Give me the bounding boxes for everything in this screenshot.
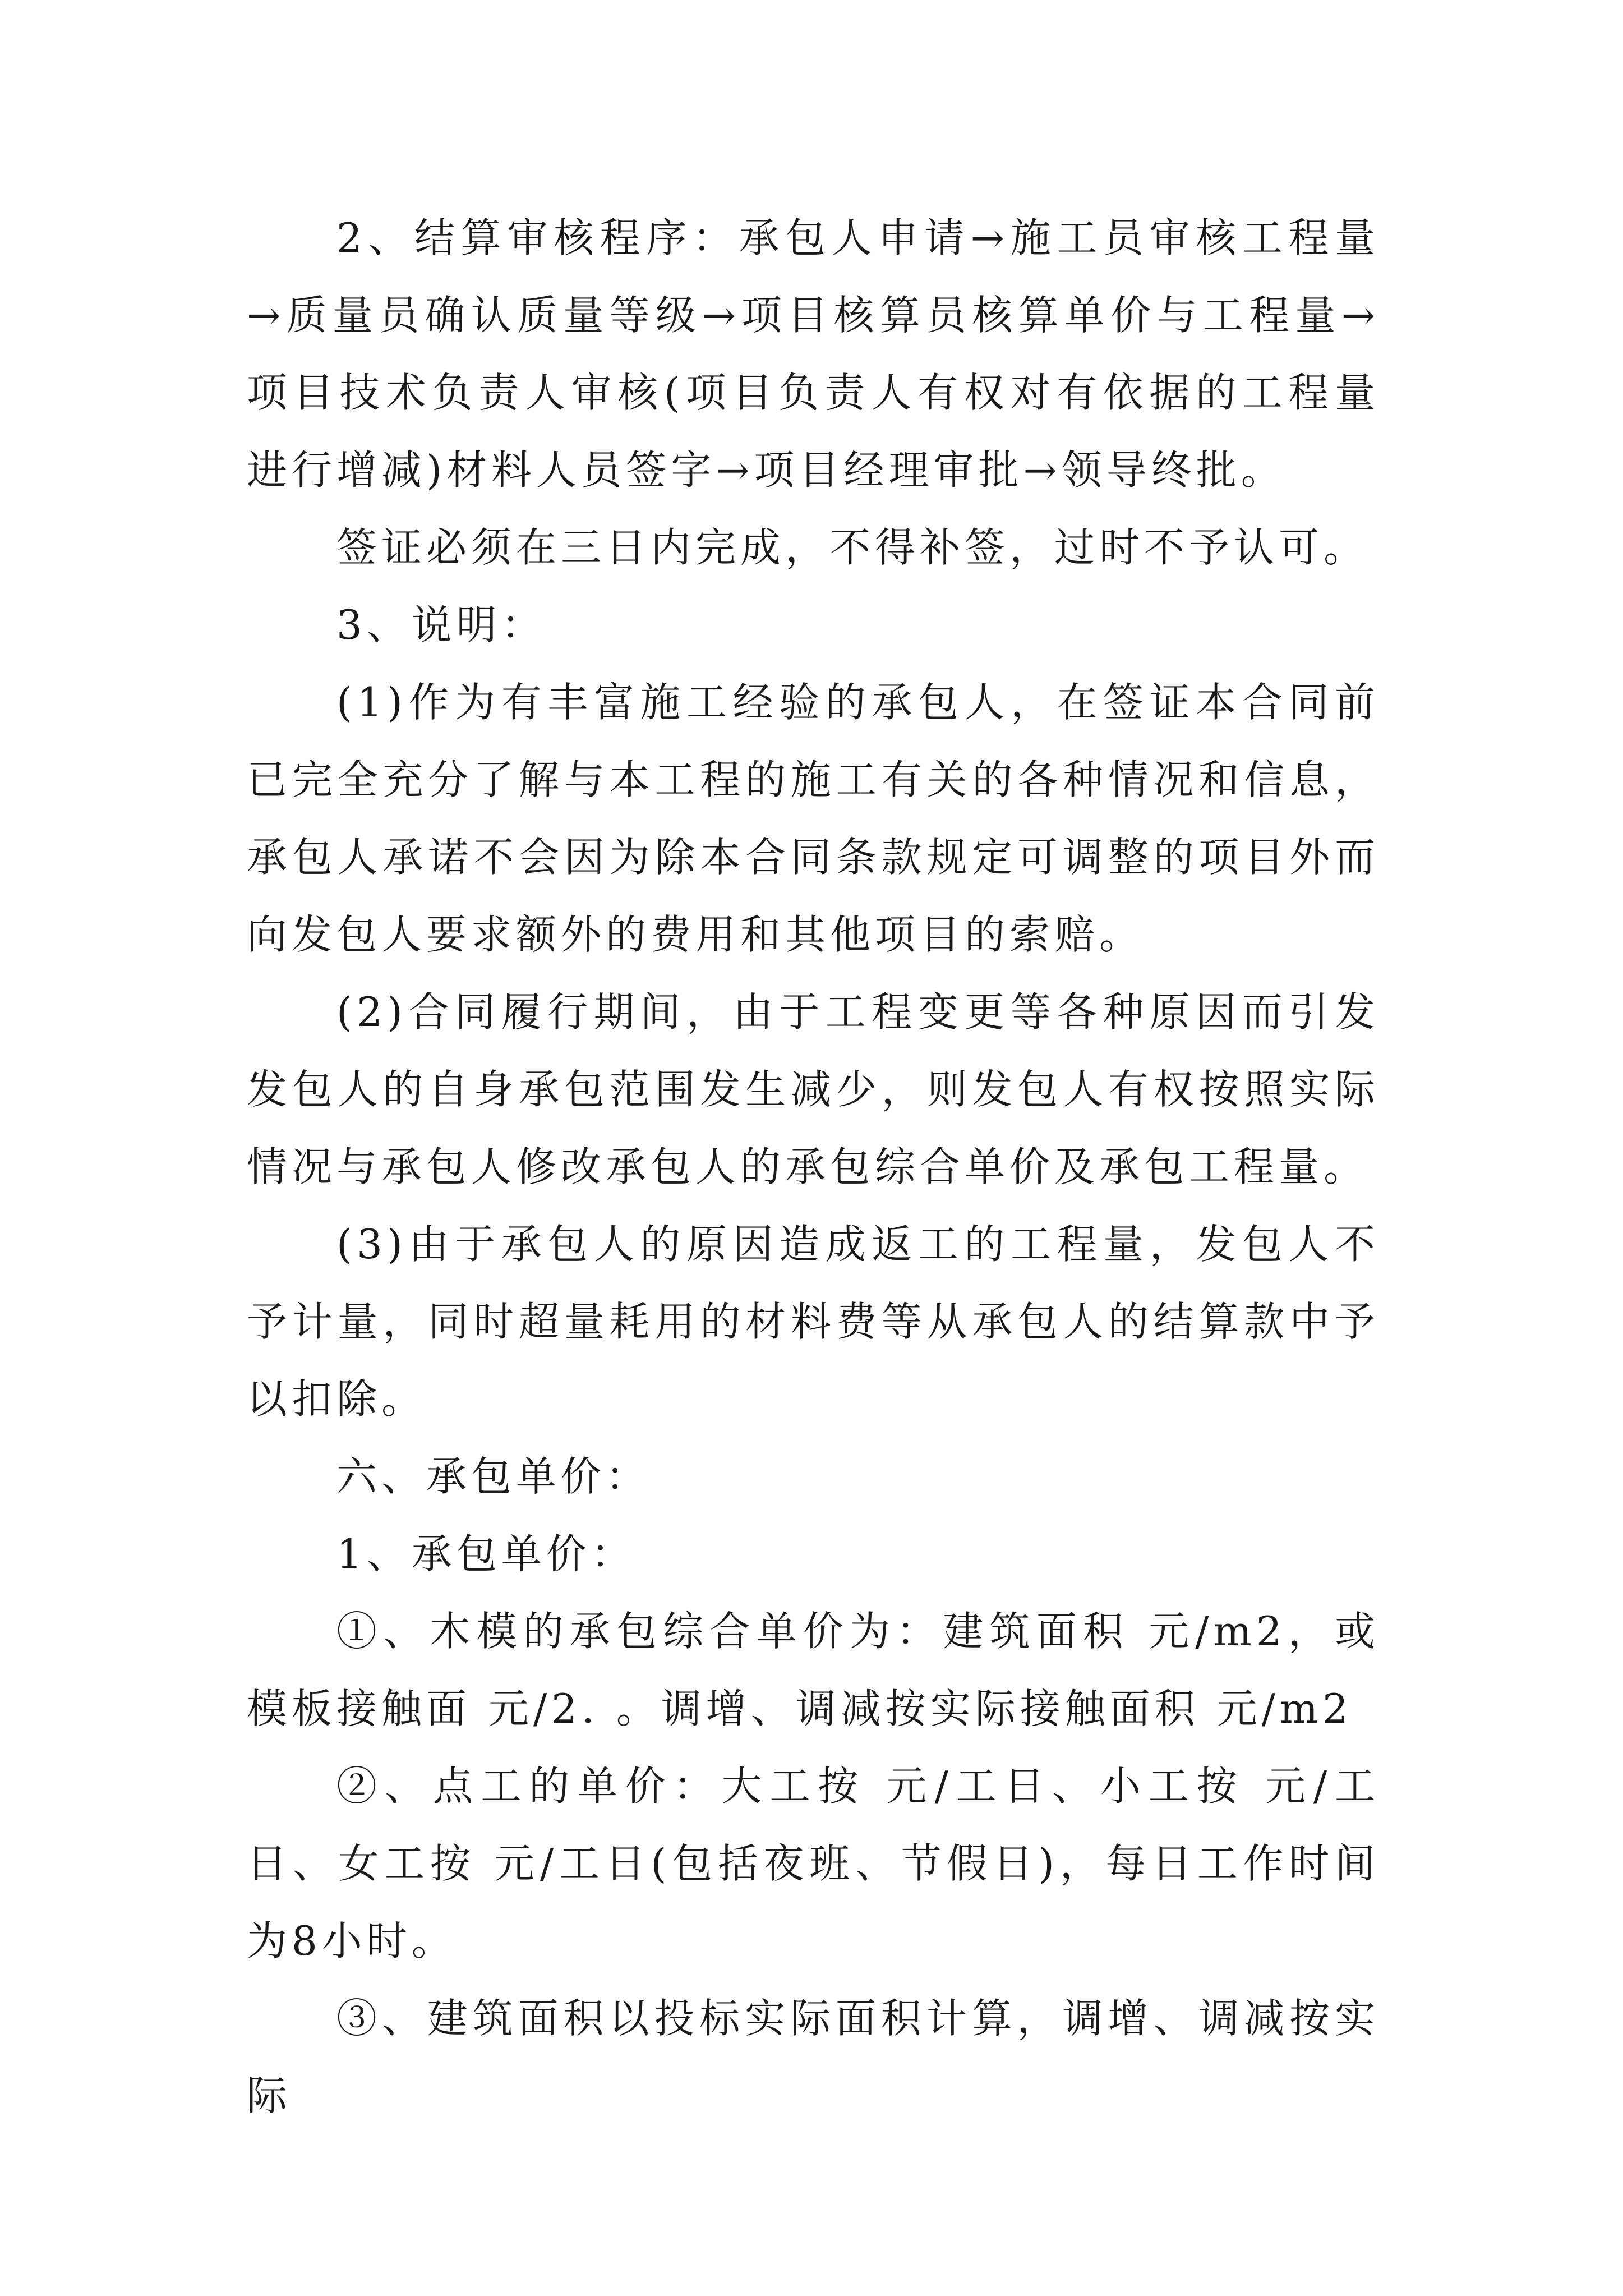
paragraph-settlement-procedure: 2、结算审核程序：承包人申请→施工员审核工程量→质量员确认质量等级→项目核算员核算单价与工程量→项目技术负责人审核(项目负责人有权对有依据的工程量进行增减)材料人员签字→项目经理审批→领导终批。 <box>247 214 1380 494</box>
paragraph-building-area: ③、建筑面积以投标实际面积计算，调增、调减按实际 <box>247 1995 1380 2119</box>
document-body <box>247 199 1380 2134</box>
paragraph-explanation-heading: 3、说明： <box>336 601 546 648</box>
paragraph-explanation-2: (2)合同履行期间，由于工程变更等各种原因而引发发包人的自身承包范围发生减少，则发包人有权按照实际情况与承包人修改承包人的承包综合单价及承包工程量。 <box>247 988 1380 1190</box>
subsection-heading-unit-price: 1、承包单价： <box>336 1530 636 1577</box>
paragraph-labor-price: ②、点工的单价：大工按 元/工日、小工按 元/工日、女工按 元/工日(包括夜班、节假日)，每日工作时间为8小时。 <box>247 1763 1380 1964</box>
section-heading-unit-price: 六、承包单价： <box>336 1453 651 1500</box>
paragraph-explanation-1: (1)作为有丰富施工经验的承包人，在签证本合同前已完全充分了解与本工程的施工有关的各种情况和信息，承包人承诺不会因为除本合同条款规定可调整的项目外而向发包人要求额外的费用和其他项目的索赔。 <box>247 679 1380 958</box>
paragraph-visa-deadline: 签证必须在三日内完成，不得补签，过时不予认可。 <box>336 524 1369 571</box>
paragraph-formwork-price: ①、木模的承包综合单价为：建筑面积 元/m2，或模板接触面 元/2. 。调增、调减按实际接触面积 元/m2 <box>247 1608 1380 1732</box>
paragraph-explanation-3: (3)由于承包人的原因造成返工的工程量，发包人不予计量，同时超量耗用的材料费等从承包人的结算款中予以扣除。 <box>247 1221 1380 1423</box>
